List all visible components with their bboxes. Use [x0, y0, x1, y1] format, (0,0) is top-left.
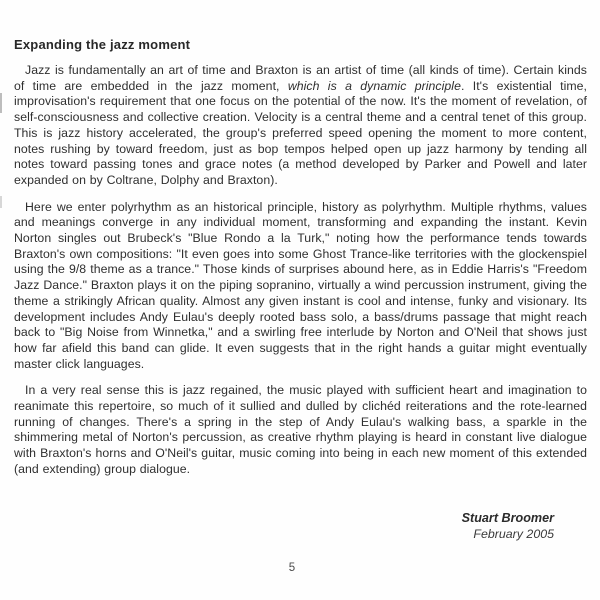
signature-block	[14, 510, 587, 543]
paragraph-1: Jazz is fundamentally an art of time and Braxton is an artist of time (all kinds of time). Certain kinds of time are embedded in the jazz moment, which is a dynamic principle. It's existential time, improvisation's requirement that one focus on the potential of the now. It's the moment of revelation, of self-consciousness and collective creation. Velocity is a central theme and a central tenet of this group. This is jazz history accelerated, the group's preferred speed opening the moment to more content, notes rushing by toward freedom, just as bop tempos helped open up jazz harmony by tending all notes toward passing tones and grace notes (a method developed by Parker and Powell and later expanded on by Coltrane, Dolphy and Braxton).	[14, 63, 587, 187]
author-name: Stuart Broomer	[461, 510, 554, 525]
signature-date: February 2005	[473, 527, 554, 542]
scan-artifact	[0, 93, 2, 113]
scan-artifact	[0, 196, 2, 208]
paragraph-2: Here we enter polyrhythm as an historical principle, history as polyrhythm. Multiple rhythms, values and meanings converge in any individual moment, transforming and expanding the instant. Kevin Norton singles out Brubeck's "Blue Rondo a la Turk," noting how the performance tends towards Braxton's own compositions: "It even goes into some Ghost Trance-like territories with the glockenspiel using the 9/8 theme as a trance." Those kinds of surprises abound here, as in Eddie Harris's "Freedom Jazz Dance." Braxton plays it on the piping sopranino, virtually a wind percussion instrument, giving the theme a strikingly African quality. Almost any given instant is cool and intense, funky and visionary. Its development includes Andy Eulau's deeply rooted bass solo, a bass/drums passage that might reach back to "Big Noise from Winnetka," and a swirling free interlude by Norton and O'Neil that shows just how far afield this band can glide. It even suggests that in the right hands a guitar might eventually master click languages.	[14, 199, 587, 371]
paragraph-3: In a very real sense this is jazz regained, the music played with sufficient heart and imagination to reanimate this repertoire, so much of it sullied and dulled by clichéd reiterations and the rote-learned running of changes. There's a spring in the step of Andy Eulau's walking bass, a sparkle in the shimmering metal of Norton's percussion, as creative rhythm playing is heard in constant live dialogue with Braxton's horns and O'Neil's guitar, music coming into being in each new moment of this extended (and extending) group dialogue.	[14, 383, 587, 476]
page-title: Expanding the jazz moment	[14, 37, 191, 52]
page-number: 5	[288, 562, 296, 574]
